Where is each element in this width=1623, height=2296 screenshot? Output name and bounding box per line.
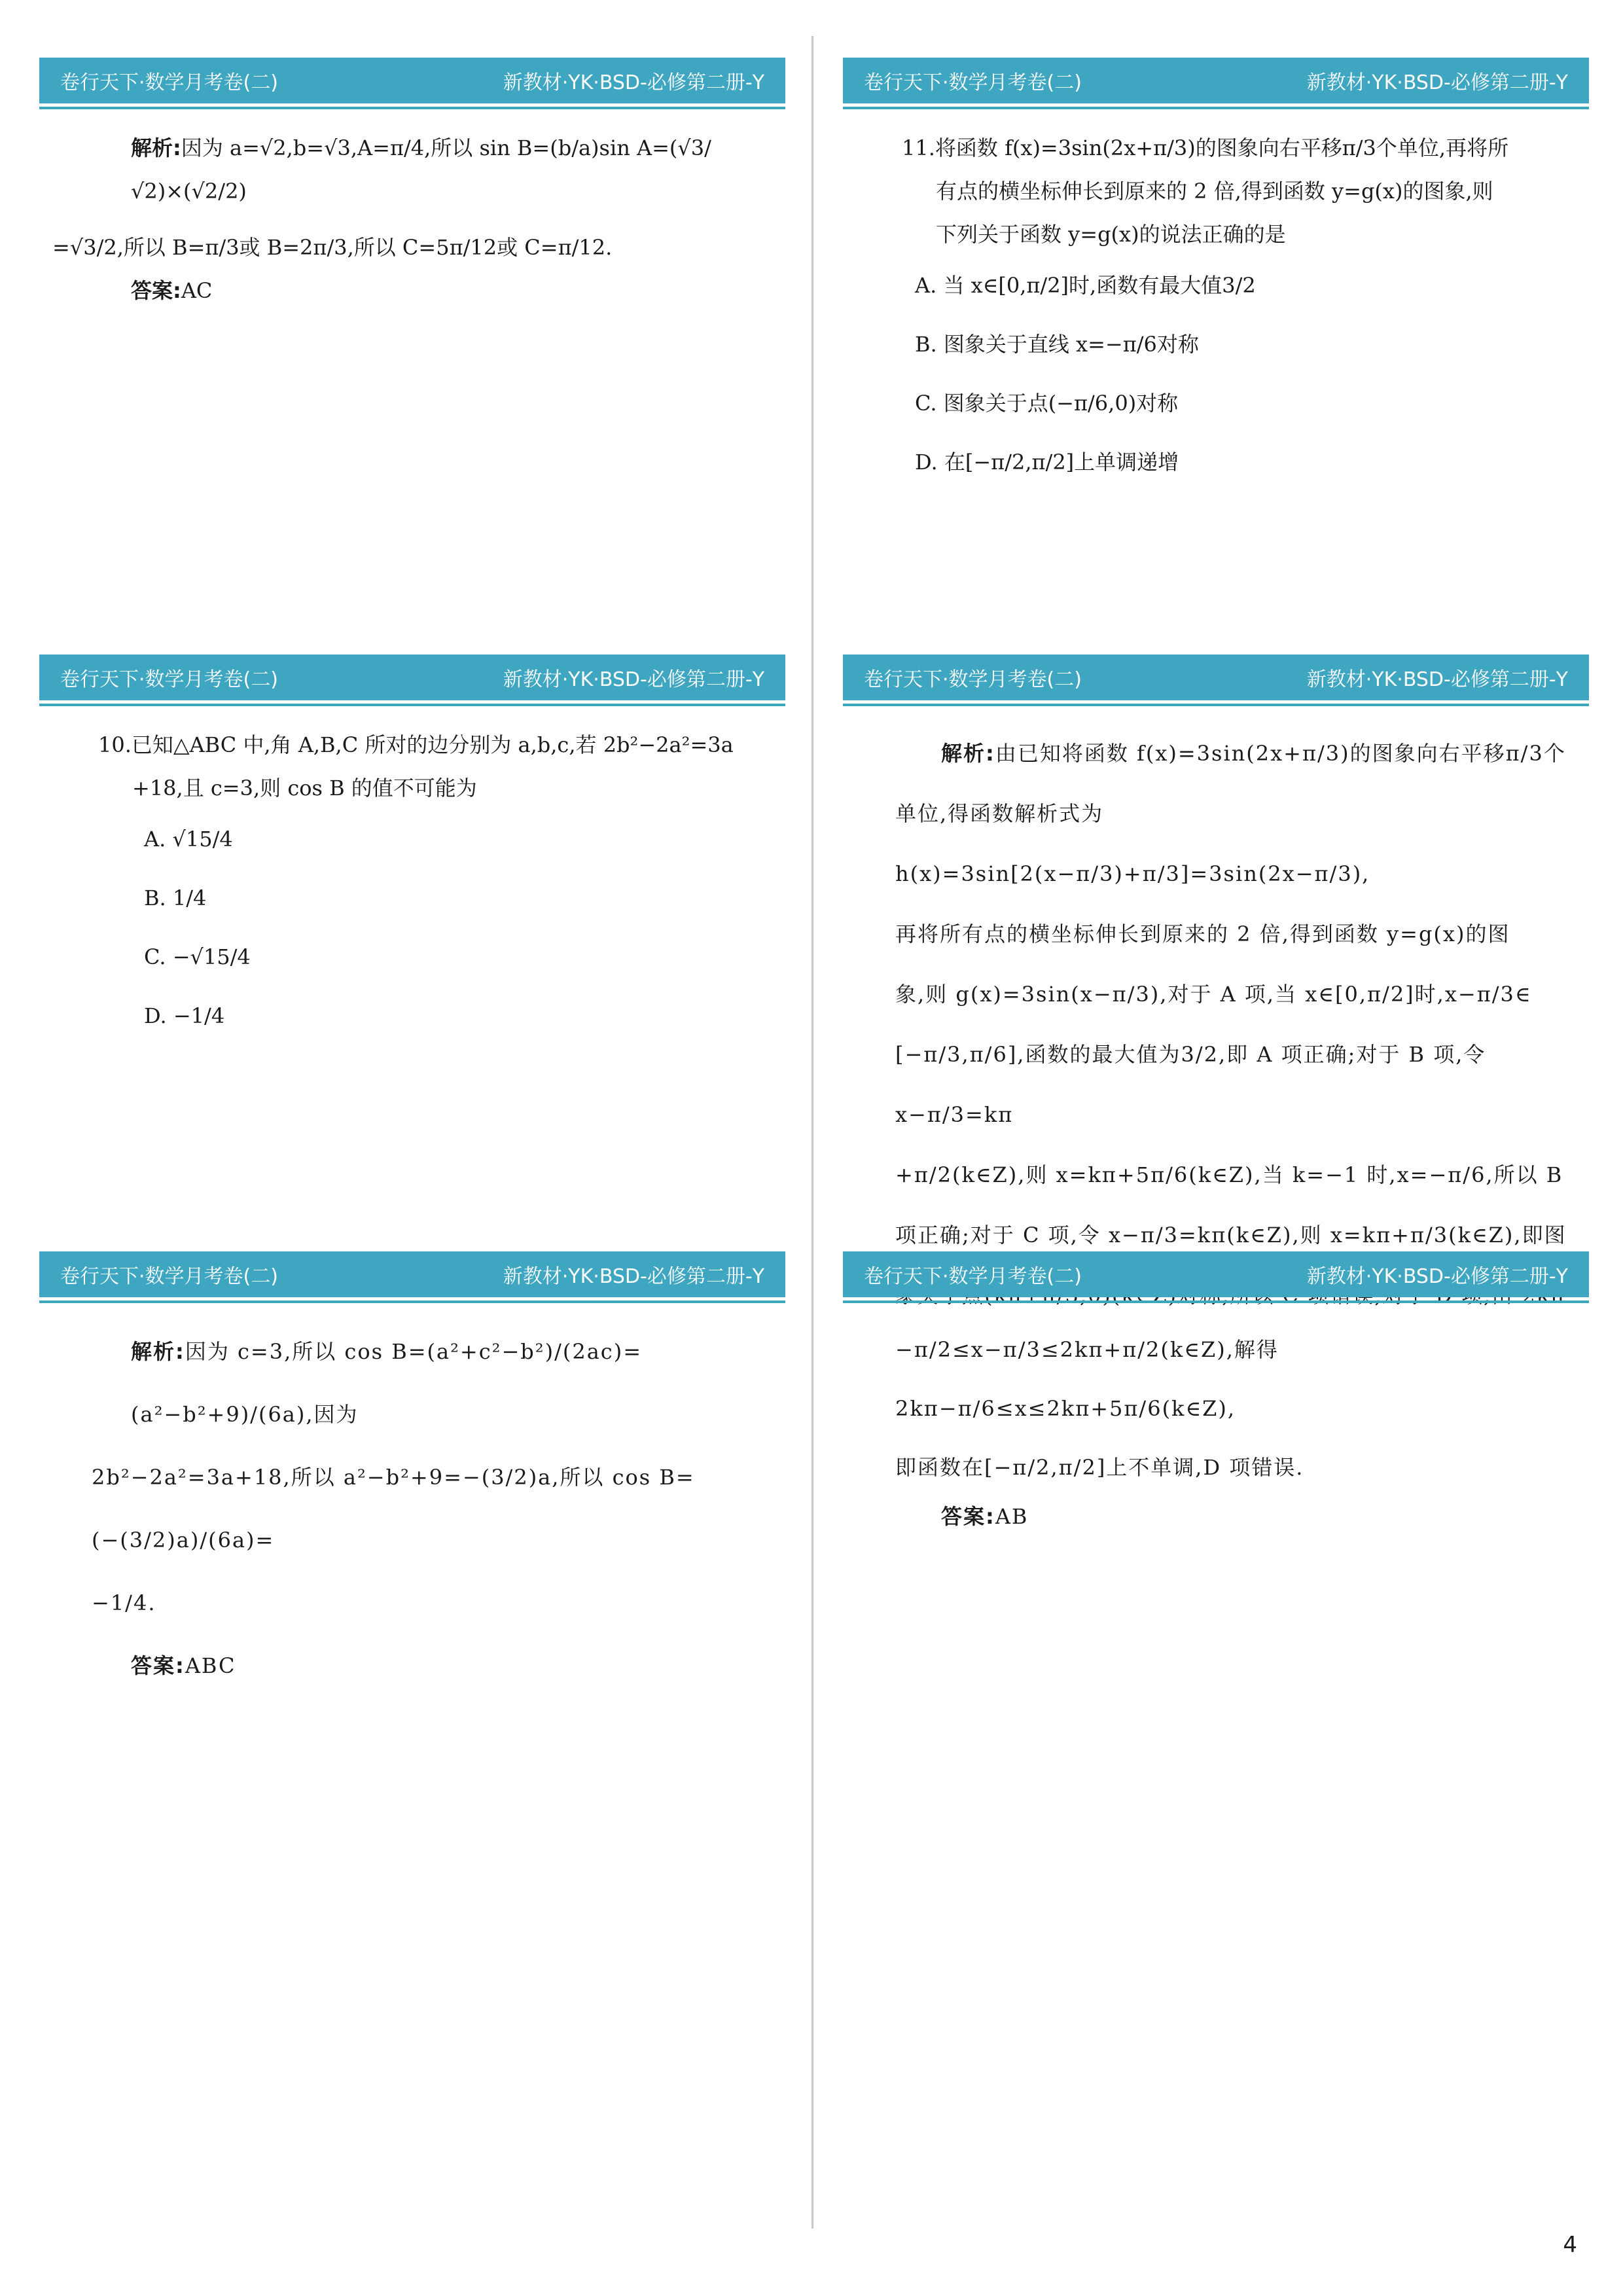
- card-body: [39, 706, 785, 1045]
- card-question-10: [39, 655, 785, 1045]
- header-edition: 新教材·YK·BSD-必修第二册-Y: [1306, 1265, 1568, 1288]
- analysis-line: 单位,得函数解析式为 h(x)=3sin[2(x−π/3)+π/3]=3sin(2x−π/3),: [895, 801, 1370, 886]
- question-stem: 下列关于函数 y=g(x)的说法正确的是: [936, 222, 1286, 247]
- option-c: C. 图象关于点(−π/6,0)对称: [915, 391, 1179, 416]
- analysis-label: 解析:: [941, 741, 995, 766]
- question-stem: 10.已知△ABC 中,角 A,B,C 所对的边分别为 a,b,c,若 2b²−2a²=3a: [98, 732, 734, 757]
- option-a: A. 当 x∈[0,π/2]时,函数有最大值3/2: [915, 273, 1256, 298]
- analysis-line: 即函数在[−π/2,π/2]上不单调,D 项错误.: [895, 1455, 1304, 1480]
- analysis-line: +π/2(k∈Z),则 x=kπ+5π/6(k∈Z),当 k=−1 时,x=−π/6,所以 B: [895, 1162, 1563, 1187]
- card-body: [843, 109, 1589, 492]
- analysis-line: 项正确;对于 C 项,令 x−π/3=kπ(k∈Z),则 x=kπ+π/3(k∈Z),即图: [895, 1223, 1567, 1247]
- answer-value: AC: [181, 278, 213, 303]
- card-body: [843, 1303, 1589, 1536]
- header-edition: 新教材·YK·BSD-必修第二册-Y: [1306, 668, 1568, 691]
- option-d: D. 在[−π/2,π/2]上单调递增: [915, 450, 1179, 475]
- card-solution-11-part1: [843, 655, 1589, 1325]
- analysis-line: −1/4.: [92, 1590, 156, 1615]
- header-title: 卷行天下·数学月考卷(二): [60, 71, 278, 94]
- analysis-line: 象,则 g(x)=3sin(x−π/3),对于 A 项,当 x∈[0,π/2]时,x−π/3∈: [895, 982, 1532, 1007]
- center-divider: [812, 36, 813, 2229]
- header-edition: 新教材·YK·BSD-必修第二册-Y: [503, 71, 764, 94]
- header-title: 卷行天下·数学月考卷(二): [60, 668, 278, 691]
- header-title: 卷行天下·数学月考卷(二): [864, 668, 1082, 691]
- analysis-label: 解析:: [131, 1339, 185, 1364]
- card-solution-9: [39, 58, 785, 312]
- analysis-line: 因为 a=√2,b=√3,A=π/4,所以 sin B=(b/a)sin A=(√3/√2)×(√2/2): [131, 135, 711, 204]
- header-edition: 新教材·YK·BSD-必修第二册-Y: [1306, 71, 1568, 94]
- answer-label: 答案:: [131, 278, 181, 303]
- analysis-line: 2b²−2a²=3a+18,所以 a²−b²+9=−(3/2)a,所以 cos B=(−(3/2)a)/(6a)=: [92, 1465, 695, 1552]
- card-body: [39, 109, 785, 312]
- analysis-line: =√3/2,所以 B=π/3或 B=2π/3,所以 C=5π/12或 C=π/12.: [52, 235, 613, 260]
- card-body: [39, 1303, 785, 1697]
- card-solution-11-part2: [843, 1251, 1589, 1536]
- analysis-line: 再将所有点的横坐标伸长到原来的 2 倍,得到函数 y=g(x)的图: [895, 922, 1510, 946]
- analysis-line: 由已知将函数 f(x)=3sin(2x+π/3)的图象向右平移π/3个: [995, 741, 1566, 766]
- option-d: D. −1/4: [144, 1003, 225, 1028]
- header-title: 卷行天下·数学月考卷(二): [60, 1265, 278, 1288]
- card-header: [39, 1251, 785, 1297]
- analysis-label: 解析:: [131, 135, 181, 160]
- header-title: 卷行天下·数学月考卷(二): [864, 1265, 1082, 1288]
- answer-value: AB: [995, 1504, 1029, 1529]
- question-stem: 有点的横坐标伸长到原来的 2 倍,得到函数 y=g(x)的图象,则: [936, 179, 1493, 204]
- card-header: [843, 655, 1589, 700]
- answer-label: 答案:: [131, 1653, 185, 1678]
- option-b: B. 图象关于直线 x=−π/6对称: [915, 332, 1199, 357]
- card-question-11: [843, 58, 1589, 492]
- header-title: 卷行天下·数学月考卷(二): [864, 71, 1082, 94]
- analysis-line: 因为 c=3,所以 cos B=(a²+c²−b²)/(2ac)=(a²−b²+9)/(6a),因为: [131, 1339, 643, 1427]
- header-edition: 新教材·YK·BSD-必修第二册-Y: [503, 1265, 764, 1288]
- analysis-line: [−π/3,π/6],函数的最大值为3/2,即 A 项正确;对于 B 项,令 x−π/3=kπ: [895, 1042, 1486, 1127]
- header-edition: 新教材·YK·BSD-必修第二册-Y: [503, 668, 764, 691]
- card-header: [843, 58, 1589, 103]
- card-header: [843, 1251, 1589, 1297]
- option-a: A. √15/4: [144, 827, 233, 852]
- card-solution-10: [39, 1251, 785, 1697]
- card-header: [39, 58, 785, 103]
- card-header: [39, 655, 785, 700]
- question-stem: +18,且 c=3,则 cos B 的值不可能为: [132, 776, 477, 800]
- analysis-line: −π/2≤x−π/3≤2kπ+π/2(k∈Z),解得 2kπ−π/6≤x≤2kπ+5π/6(k∈Z),: [895, 1337, 1279, 1421]
- option-b: B. 1/4: [144, 886, 207, 910]
- card-body: [843, 706, 1589, 1325]
- page-number: 4: [1563, 2232, 1577, 2258]
- question-stem: 11.将函数 f(x)=3sin(2x+π/3)的图象向右平移π/3个单位,再将所: [902, 135, 1509, 160]
- answer-value: ABC: [185, 1653, 236, 1678]
- option-c: C. −√15/4: [144, 944, 251, 969]
- answer-label: 答案:: [941, 1504, 995, 1529]
